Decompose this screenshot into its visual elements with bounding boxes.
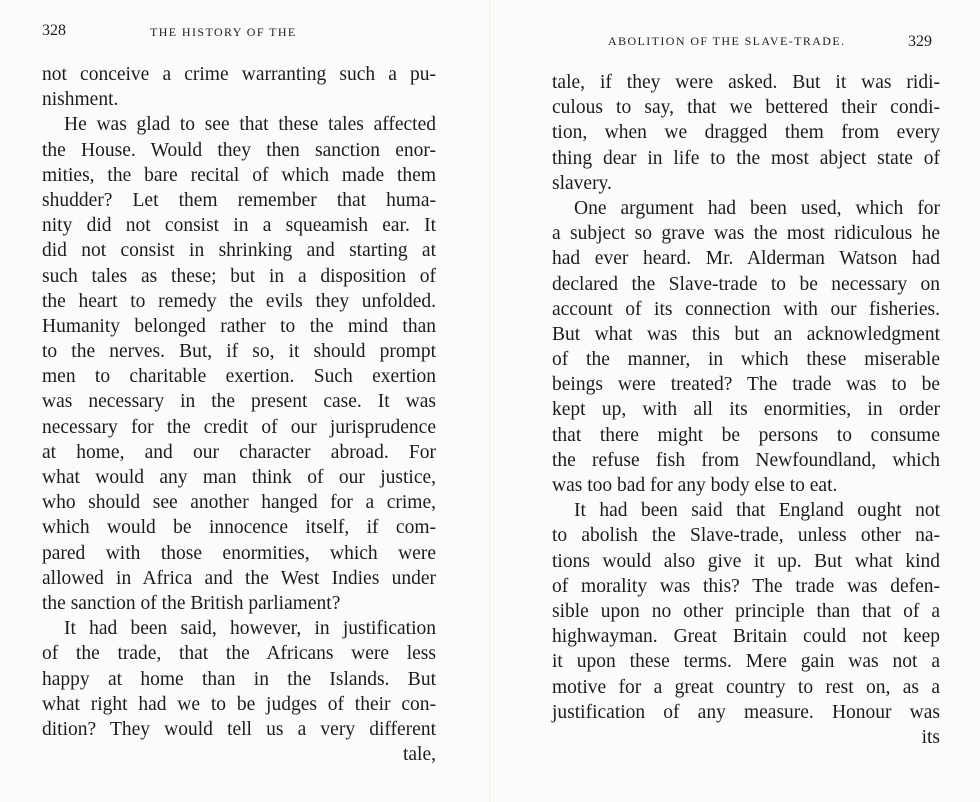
text-line: to the nerves. But, if so, it should prompt (42, 341, 436, 363)
text-line: tions would also give it up. But what kind (552, 550, 940, 572)
text-line: the heart to remedy the evils they unfolded. (42, 290, 436, 312)
text-line: He was glad to see that these tales affected (64, 114, 436, 136)
text-line: culous to say, that we bettered their condi- (552, 97, 940, 119)
running-head: ABOLITION OF THE SLAVE-TRADE. (608, 34, 846, 48)
text-line: had ever heard. Mr. Alderman Watson had (552, 248, 940, 270)
catchword: its (921, 726, 940, 748)
text-line: which would be innocence itself, if com- (42, 517, 436, 539)
text-line: not conceive a crime warranting such a pu- (42, 64, 436, 85)
text-line: nishment. (42, 89, 119, 111)
text-line: that there might be persons to consume (552, 424, 940, 446)
text-line: a subject so grave was the most ridiculous he (552, 223, 940, 245)
text-line: what right had we to be judges of their con- (42, 693, 436, 715)
right-page (490, 0, 980, 802)
text-line: nity did not consist in a squeamish ear. It (42, 215, 436, 237)
text-line: the sanction of the British parliament? (42, 592, 341, 614)
text-line: it upon these terms. Mere gain was not a (552, 651, 940, 673)
text-line: was too bad for any body else to eat. (552, 475, 838, 496)
text-line: such tales as these; but in a disposition of (42, 265, 436, 287)
text-line: what would any man think of our justice, (42, 467, 436, 488)
text-line: of the manner, in which these miserable (552, 349, 940, 371)
text-line: who should see another hanged for a crime, (42, 492, 436, 514)
text-line: pared with those enormities, which were (42, 542, 436, 564)
text-line: sible upon no other principle than that of a (552, 600, 940, 622)
text-line: was necessary in the present case. It was (42, 391, 436, 413)
text-line: Humanity belonged rather to the mind than (42, 315, 436, 337)
text-line: justification of any measure. Honour was (552, 701, 940, 723)
page-number: 329 (908, 33, 932, 50)
text-line: It had been said that England ought not (574, 500, 940, 522)
page-number: 328 (42, 22, 66, 39)
text-line: the House. Would they then sanction enor- (42, 139, 436, 161)
text-line: dition? They would tell us a very different (42, 718, 436, 740)
catchword: tale, (402, 744, 436, 766)
text-line: account of its connection with our fisheries. (552, 298, 940, 320)
text-line: men to charitable exertion. Such exertion (42, 366, 436, 388)
text-line: highwayman. Great Britain could not keep (552, 626, 940, 648)
text-line: thing dear in life to the most abject state of (552, 147, 940, 169)
text-line: shudder? Let them remember that huma- (42, 189, 436, 211)
text-line: happy at home than in the Islands. But (42, 668, 436, 690)
text-line: of morality was this? The trade was defen- (552, 575, 940, 597)
text-line: One argument had been used, which for (574, 197, 940, 219)
text-line: declared the Slave-trade to be necessary on (552, 273, 940, 295)
text-line: the refuse fish from Newfoundland, which (552, 449, 940, 471)
text-line: tale, if they were asked. But it was ridi- (552, 72, 940, 93)
text-line: mities, the bare recital of which made them (42, 164, 436, 186)
text-line: at home, and our character abroad. For (42, 441, 436, 463)
text-line: tion, when we dragged them from every (552, 122, 940, 144)
text-line: allowed in Africa and the West Indies under (42, 567, 436, 589)
right-page-body (552, 70, 940, 750)
text-line: motive for a great country to rest on, as a (552, 676, 940, 698)
text-line: It had been said, however, in justification (64, 618, 436, 640)
text-line: kept up, with all its enormities, in order (552, 399, 940, 421)
running-head: THE HISTORY OF THE (150, 25, 297, 39)
text-line: beings were treated? The trade was to be (552, 374, 940, 396)
text-line: of the trade, that the Africans were less (42, 643, 436, 665)
text-line: to abolish the Slave-trade, unless other na- (552, 525, 940, 547)
text-line: But what was this but an acknowledgment (552, 323, 940, 345)
text-line: slavery. (552, 172, 612, 194)
left-page-body (42, 62, 436, 767)
text-line: necessary for the credit of our jurisprudence (42, 416, 436, 438)
text-line: did not consist in shrinking and starting at (42, 240, 436, 262)
